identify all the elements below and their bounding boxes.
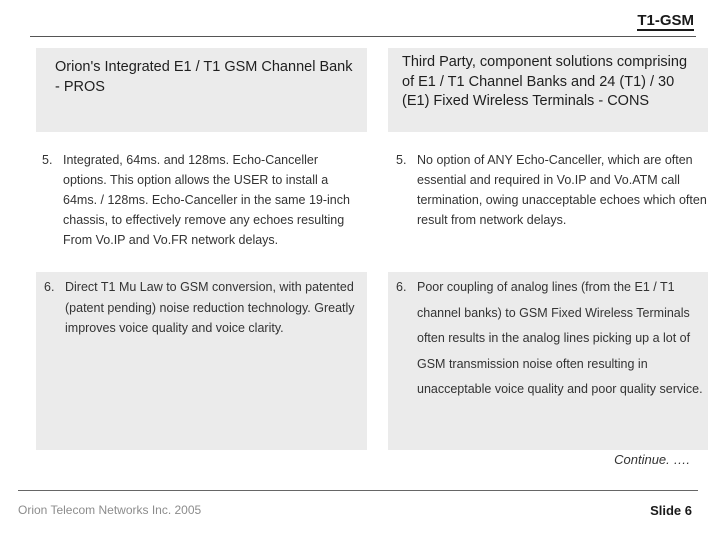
cons-header (388, 48, 708, 132)
pros-header (36, 48, 367, 132)
pros-item-5-text: Integrated, 64ms. and 128ms. Echo-Canceller options. This option allows the USER to install a 64ms. / 128ms. Echo-Canceller in the same 19-inch chassis, to effectively remove any echoes resulting From Vo.IP and Vo.FR network delays. (63, 153, 350, 247)
cons-item-5-text: No option of ANY Echo-Canceller, which are often essential and required in Vo.IP and Vo.ATM call termination, owing unacceptable echoes which often result from network delays. (417, 153, 707, 227)
pros-item-6 (36, 272, 367, 450)
footer-divider (18, 490, 698, 491)
footer-company: Orion Telecom Networks Inc. 2005 (18, 503, 202, 517)
cons-item-6-number: 6. (396, 280, 407, 294)
cons-item-6-text: Poor coupling of analog lines (from the E1 / T1 channel banks) to GSM Fixed Wireless Terminals often results in the analog lines picking up a lot of GSM transmission noise often resulting in unacceptable voice quality and poor quality service. (417, 280, 703, 396)
pros-item-6-text: Direct T1 Mu Law to GSM conversion, with patented (patent pending) noise reduction technology. Greatly improves voice quality and voice clarity. (65, 280, 355, 335)
cons-header-text: Third Party, component solutions comprising of E1 / T1 Channel Banks and 24 (T1) / 30 (E1) Fixed Wireless Terminals - CONS (402, 54, 688, 109)
title-divider (30, 36, 696, 37)
slide-number: Slide 6 (650, 503, 692, 518)
cons-item-5 (396, 150, 708, 230)
cons-item-6 (388, 272, 708, 450)
pros-item-5 (42, 150, 364, 250)
slide-title: T1-GSM (637, 12, 694, 29)
pros-header-text: Orion's Integrated E1 / T1 GSM Channel Bank - PROS (55, 59, 353, 95)
pros-item-5-number: 5. (42, 153, 53, 167)
continue-label: Continue. …. (614, 452, 690, 467)
pros-item-6-number: 6. (44, 280, 55, 294)
cons-item-5-number: 5. (396, 153, 407, 167)
